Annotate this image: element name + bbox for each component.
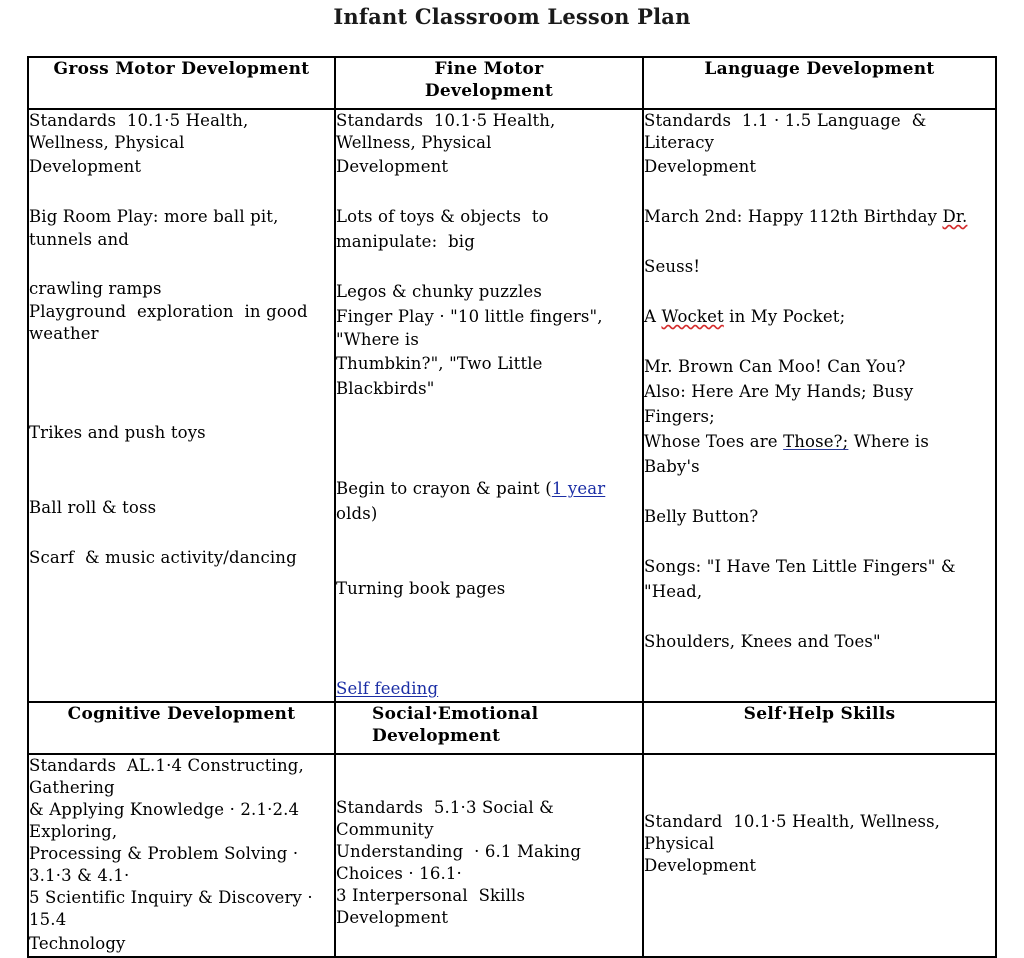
fine-motor-item4-prefix: Begin to crayon & paint ( — [336, 479, 552, 498]
fine-motor-item4-line2: olds) — [336, 504, 378, 523]
language-item1-line2: Seuss! — [644, 257, 701, 276]
cognitive-line-3: & Applying Knowledge · 2.1·2.4 — [29, 800, 300, 819]
cognitive-line-4: Exploring, — [29, 822, 118, 841]
header-label-social-emotional — [336, 703, 642, 748]
language-item6: Belly Button? — [644, 507, 759, 526]
language-standards-line3: Development — [644, 157, 757, 176]
fine-motor-item6 — [336, 676, 642, 701]
header-label-language: Language Development — [704, 59, 935, 79]
self-help-line-3: Development — [644, 856, 757, 875]
cognitive-line-9: Technology — [29, 934, 126, 953]
social-emotional-line-4: Choices · 16.1· — [336, 864, 462, 883]
fine-motor-self-feeding-link[interactable]: Self feeding — [336, 679, 439, 698]
gross-motor-standards-line2: Wellness, Physical — [29, 133, 185, 152]
content-cell-language — [643, 109, 996, 702]
header-label-gross-motor: Gross Motor Development — [53, 59, 310, 79]
header-label-fine-motor — [336, 58, 642, 103]
gross-motor-item2-line1: Playground exploration in good — [29, 302, 308, 321]
header-cell-self-help — [643, 702, 996, 754]
fine-motor-standards-line3: Development — [336, 157, 449, 176]
gross-motor-item2-line2: weather — [29, 324, 99, 343]
language-standards-line2: Literacy — [644, 133, 715, 152]
header-label-fine-motor-line2: Development — [424, 81, 554, 102]
header-cell-gross-motor — [28, 57, 335, 109]
header-label-cognitive: Cognitive Development — [67, 704, 296, 724]
social-emotional-line-1: Standards 5.1·3 Social & — [336, 798, 554, 817]
fine-motor-item3-line4: Blackbirds" — [336, 379, 435, 398]
cognitive-line-2: Gathering — [29, 778, 115, 797]
language-item5-line1 — [644, 429, 995, 454]
cognitive-line-5: Processing & Problem Solving · — [29, 844, 299, 863]
table-header-row-2 — [28, 702, 996, 754]
gross-motor-standards-line1: Standards 10.1·5 Health, — [29, 111, 249, 130]
language-item7-line2: "Head, — [644, 582, 703, 601]
header-label-fine-motor-line1: Fine Motor — [434, 59, 544, 79]
fine-motor-item3-line1: Finger Play · "10 little fingers", — [336, 307, 603, 326]
language-item7-line1: Songs: "I Have Ten Little Fingers" & — [644, 557, 956, 576]
language-item5-link[interactable]: Those?; — [783, 432, 849, 451]
gross-motor-standards-line3: Development — [29, 157, 142, 176]
content-cell-cognitive — [28, 754, 335, 957]
header-cell-cognitive — [28, 702, 335, 754]
fine-motor-item5: Turning book pages — [336, 579, 506, 598]
gross-motor-item1-line1: Big Room Play: more ball pit, — [29, 207, 279, 226]
self-help-line-1: Standard 10.1·5 Health, Wellness, — [644, 812, 941, 831]
cognitive-line-6: 3.1·3 & 4.1· — [29, 866, 130, 885]
table-content-row-2 — [28, 754, 996, 957]
language-item2 — [644, 304, 995, 329]
header-label-social-emotional-line1: Social·Emotional — [372, 704, 539, 724]
header-cell-fine-motor — [335, 57, 643, 109]
fine-motor-item3-line2: "Where is — [336, 330, 419, 349]
header-cell-social-emotional — [335, 702, 643, 754]
cognitive-line-8: 15.4 — [29, 910, 67, 929]
gross-motor-item5: Scarf & music activity/dancing — [29, 548, 297, 567]
language-standards-line1: Standards 1.1 · 1.5 Language & — [644, 111, 927, 130]
fine-motor-item4-line1 — [336, 476, 642, 501]
cognitive-line-7: 5 Scientific Inquiry & Discovery · — [29, 888, 313, 907]
header-label-self-help: Self·Help Skills — [743, 704, 896, 724]
language-item2-prefix: A — [644, 307, 662, 326]
language-item2-suffix: in My Pocket; — [723, 307, 846, 326]
social-emotional-line-2: Community — [336, 820, 434, 839]
language-item5-suffix: Where is — [848, 432, 929, 451]
language-item8: Shoulders, Knees and Toes" — [644, 632, 881, 651]
page-title: Infant Classroom Lesson Plan — [333, 4, 691, 29]
language-item1-spellcheck-word: Dr. — [942, 207, 968, 226]
fine-motor-standards-line1: Standards 10.1·5 Health, — [336, 111, 556, 130]
fine-motor-item4-link[interactable]: 1 year — [551, 479, 606, 498]
fine-motor-item3-line3: Thumbkin?", "Two Little — [336, 354, 543, 373]
header-label-social-emotional-line2: Development — [372, 726, 501, 747]
cognitive-line-1: Standards AL.1·4 Constructing, — [29, 756, 304, 775]
gross-motor-item1-line2: tunnels and — [29, 230, 129, 249]
gross-motor-item1-line3: crawling ramps — [29, 279, 162, 298]
fine-motor-item1-line2: manipulate: big — [336, 232, 475, 251]
table-content-row-1 — [28, 109, 996, 702]
content-cell-gross-motor — [28, 109, 335, 702]
gross-motor-item3: Trikes and push toys — [29, 423, 206, 442]
social-emotional-line-6: Development — [336, 908, 449, 927]
header-cell-language — [643, 57, 996, 109]
language-item4-line1: Also: Here Are My Hands; Busy — [644, 382, 914, 401]
lesson-plan-table — [27, 56, 997, 958]
language-item4-line2: Fingers; — [644, 407, 715, 426]
table-header-row-1 — [28, 57, 996, 109]
language-item3: Mr. Brown Can Moo! Can You? — [644, 357, 906, 376]
language-item2-spellcheck-word: Wocket — [661, 307, 724, 326]
content-cell-social-emotional — [335, 754, 643, 957]
fine-motor-standards-line2: Wellness, Physical — [336, 133, 492, 152]
social-emotional-line-5: 3 Interpersonal Skills — [336, 886, 526, 905]
fine-motor-item2: Legos & chunky puzzles — [336, 282, 542, 301]
social-emotional-line-3: Understanding · 6.1 Making — [336, 842, 582, 861]
content-cell-self-help — [643, 754, 996, 957]
language-item1-prefix: March 2nd: Happy 112th Birthday — [644, 207, 943, 226]
self-help-line-2: Physical — [644, 834, 715, 853]
language-item5-line2: Baby's — [644, 457, 700, 476]
content-cell-fine-motor — [335, 109, 643, 702]
gross-motor-item4: Ball roll & toss — [29, 498, 157, 517]
language-item1-line1 — [644, 204, 995, 229]
language-item5-prefix: Whose Toes are — [644, 432, 784, 451]
fine-motor-item1-line1: Lots of toys & objects to — [336, 207, 549, 226]
